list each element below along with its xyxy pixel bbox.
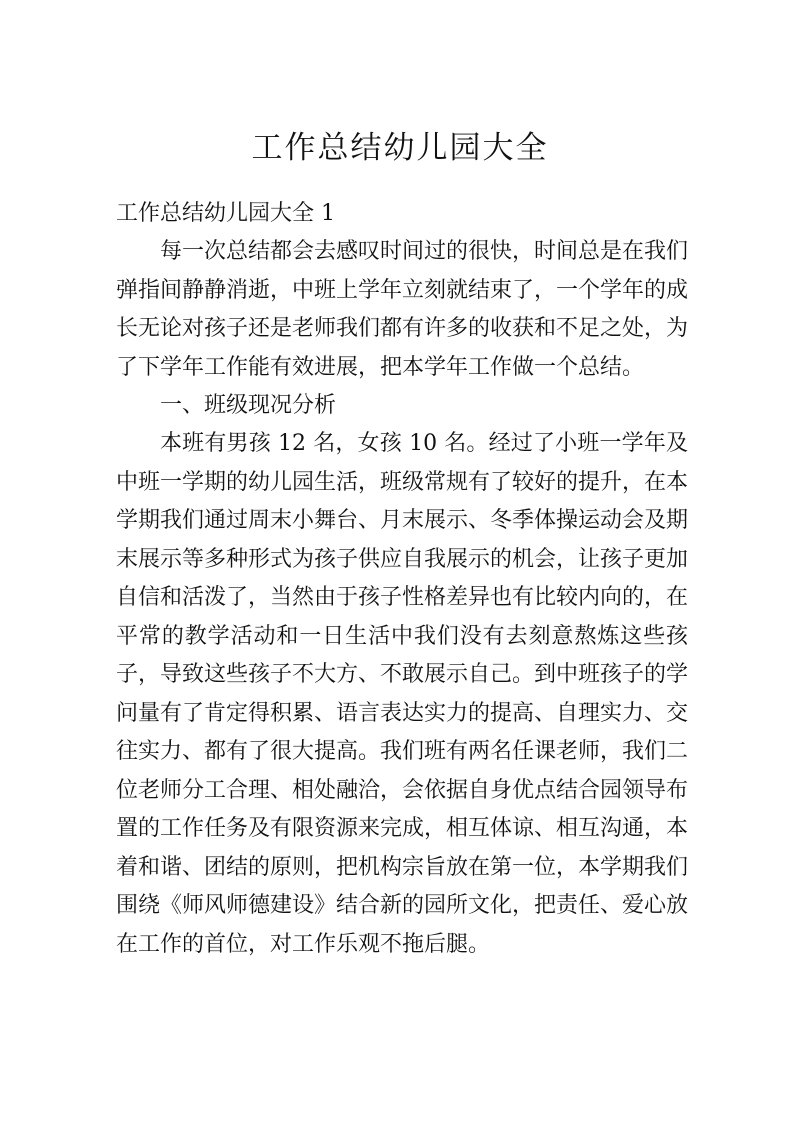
- intro-paragraph: 每一次总结都会去感叹时间过的很快，时间总是在我们弹指间静静消逝，中班上学年立刻就结束了，一个学年的成长无论对孩子还是老师我们都有许多的收获和不足之处，为了下学年工作能有效进展，把本学年工作做一个总结。: [116, 239, 689, 380]
- document-title: 工作总结幼儿园大全: [251, 130, 549, 166]
- document-body: [116, 195, 688, 964]
- document-subheading: 工作总结幼儿园大全 1: [116, 201, 335, 226]
- section-heading-class-analysis: 一、班级现况分析: [160, 393, 337, 418]
- class-analysis-paragraph: 本班有男孩 12 名，女孩 10 名。经过了小班一学年及中班一学期的幼儿园生活，班级常规有了较好的提升，在本学期我们通过周末小舞台、月末展示、冬季体操运动会及期末展示等多种形式为孩子供应自我展示的机会，让孩子更加自信和活泼了，当然由于孩子性格差异也有比较内向的，在平常的教学活动和一日生活中我们没有去刻意熬炼这些孩子，导致这些孩子不大方、不敢展示自己。到中班孩子的学问量有了肯定得积累、语言表达实力的提高、自理实力、交往实力、都有了很大提高。我们班有两名任课老师，我们二位老师分工合理、相处融洽，会依据自身优点结合园领导布置的工作任务及有限资源来完成，相互体谅、相互沟通，本着和谐、团结的原则，把机构宗旨放在第一位，本学期我们围绕《师风师德建设》结合新的园所文化，把责任、爱心放在工作的首位，对工作乐观不拖后腿。: [116, 431, 689, 957]
